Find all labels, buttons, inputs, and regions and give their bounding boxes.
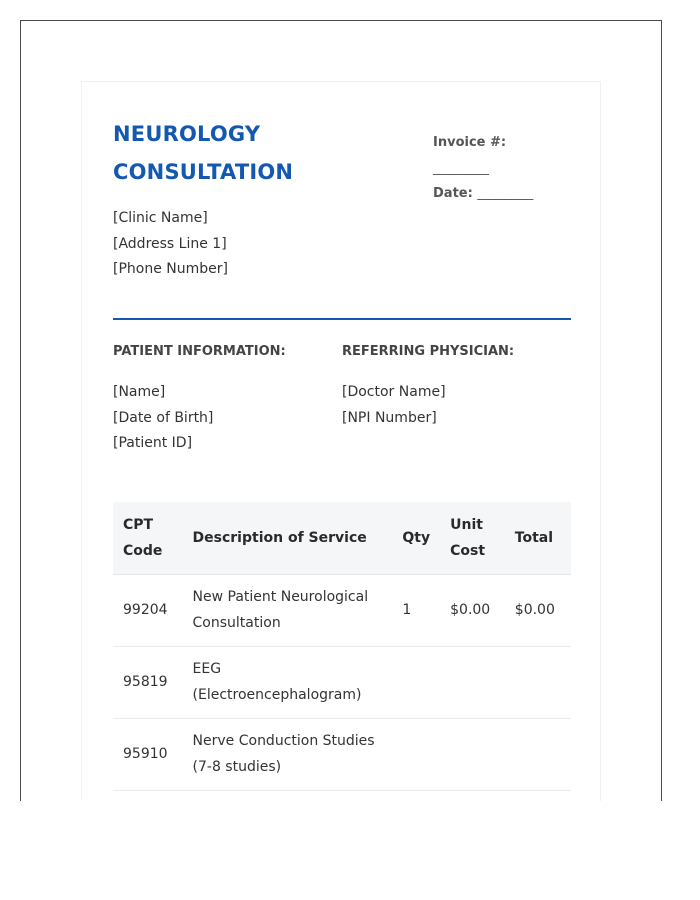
table-row bbox=[113, 647, 571, 719]
row-total: $0.00 bbox=[505, 575, 571, 647]
header-total: Total bbox=[505, 502, 571, 575]
header-unit-line-2: Cost bbox=[450, 543, 486, 559]
invoice-date-label: Date: bbox=[433, 186, 473, 201]
row-qty bbox=[392, 719, 440, 791]
table-header-row bbox=[113, 502, 571, 575]
row-unit-cost bbox=[440, 719, 505, 791]
patient-info-lines bbox=[113, 380, 333, 457]
patient-id: [Patient ID] bbox=[113, 435, 193, 451]
title-line-1: NEUROLOGY bbox=[113, 122, 261, 146]
row-description bbox=[183, 647, 393, 719]
title-line-2: CONSULTATION bbox=[113, 160, 294, 184]
header-description: Description of Service bbox=[183, 502, 393, 575]
clinic-phone: [Phone Number] bbox=[113, 261, 228, 277]
patient-info-section bbox=[113, 342, 333, 457]
row-description-line-2: Consultation bbox=[192, 614, 281, 631]
row-qty: 1 bbox=[392, 575, 440, 647]
invoice-number-blank: __________ bbox=[433, 160, 488, 176]
header-qty: Qty bbox=[392, 502, 440, 575]
patient-dob: [Date of Birth] bbox=[113, 409, 214, 426]
row-description-line-1: New Patient Neurological bbox=[192, 589, 369, 605]
physician-name: [Doctor Name] bbox=[342, 384, 446, 400]
row-unit-cost bbox=[440, 647, 505, 719]
row-qty bbox=[392, 647, 440, 719]
row-description-line-2: (7-8 studies) bbox=[192, 758, 282, 775]
row-description bbox=[183, 575, 393, 647]
row-description-line-2: (Electroencephalogram) bbox=[192, 686, 362, 703]
clinic-address: [Address Line 1] bbox=[113, 235, 227, 252]
table-row bbox=[113, 719, 571, 791]
patient-info-heading: PATIENT INFORMATION: bbox=[113, 344, 286, 359]
header-divider bbox=[113, 318, 571, 320]
header-cpt-code bbox=[113, 502, 183, 575]
referring-physician-section bbox=[342, 342, 562, 431]
header-unit-cost bbox=[440, 502, 505, 575]
header-cpt-line-1: CPT bbox=[123, 517, 154, 533]
row-total bbox=[505, 647, 571, 719]
row-total bbox=[505, 719, 571, 791]
referring-physician-heading: REFERRING PHYSICIAN: bbox=[342, 344, 515, 359]
table-row bbox=[113, 575, 571, 647]
row-unit-cost: $0.00 bbox=[440, 575, 505, 647]
clinic-name: [Clinic Name] bbox=[113, 210, 208, 226]
document-title bbox=[113, 115, 373, 191]
physician-npi: [NPI Number] bbox=[342, 409, 437, 426]
clinic-info bbox=[113, 206, 228, 283]
services-table bbox=[113, 502, 571, 791]
page-frame bbox=[20, 20, 662, 801]
header-unit-line-1: Unit bbox=[450, 517, 483, 533]
row-description-line-1: Nerve Conduction Studies bbox=[192, 733, 375, 749]
row-cpt-code: 95910 bbox=[113, 719, 183, 791]
row-cpt-code: 99204 bbox=[113, 575, 183, 647]
invoice-date-blank: __________ bbox=[477, 186, 533, 201]
row-description-line-1: EEG bbox=[192, 661, 222, 677]
row-cpt-code: 95819 bbox=[113, 647, 183, 719]
invoice-number-label: Invoice #: bbox=[433, 135, 507, 150]
invoice-date bbox=[433, 181, 573, 207]
invoice-meta bbox=[433, 130, 573, 207]
patient-name: [Name] bbox=[113, 384, 166, 400]
row-description bbox=[183, 719, 393, 791]
referring-physician-lines bbox=[342, 380, 562, 431]
invoice-card bbox=[81, 81, 601, 801]
header-cpt-line-2: Code bbox=[123, 543, 163, 559]
